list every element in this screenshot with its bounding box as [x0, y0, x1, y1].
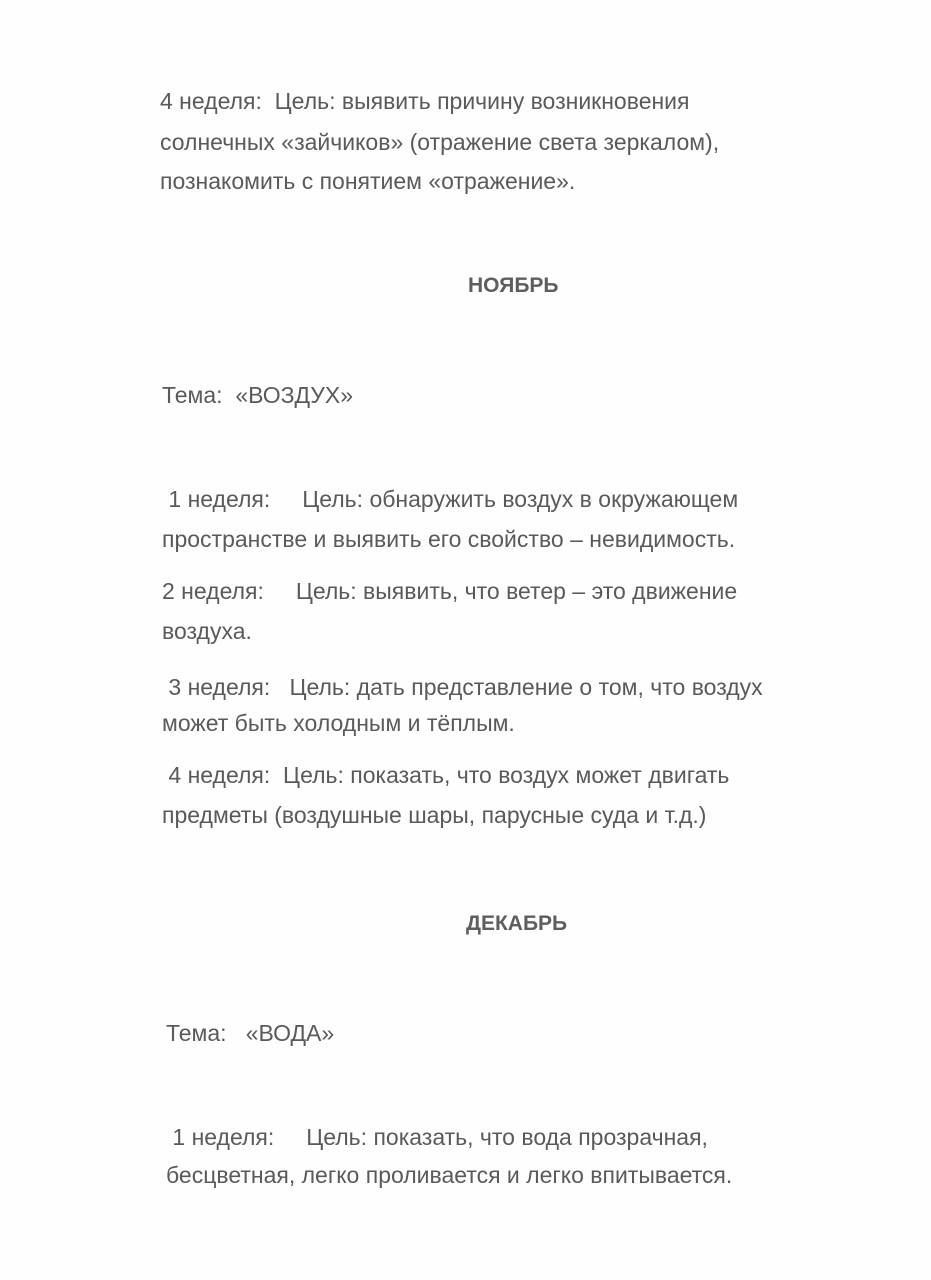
october-week4-goal-line1: 4 неделя: Цель: выявить причину возникновения — [160, 88, 690, 114]
october-week4-goal-line3: познакомить с понятием «отражение». — [160, 168, 576, 194]
november-week2-goal-line1: 2 неделя: Цель: выявить, что ветер – это движение — [162, 578, 738, 604]
november-week3-goal-line2: может быть холодным и тёплым. — [162, 710, 515, 736]
december-week1-goal-line2: бесцветная, легко проливается и легко впитывается. — [166, 1162, 733, 1188]
november-week4-goal-line1: 4 неделя: Цель: показать, что воздух может двигать — [162, 762, 730, 788]
december-theme: Тема: «ВОДА» — [166, 1020, 335, 1046]
december-heading: ДЕКАБРЬ — [466, 912, 568, 935]
october-week4-goal-line2: солнечных «зайчиков» (отражение света зеркалом), — [160, 129, 720, 155]
november-week4-goal-line2: предметы (воздушные шары, парусные суда и т.д.) — [162, 802, 707, 828]
november-week3-goal-line1: 3 неделя: Цель: дать представление о том, что воздух — [162, 674, 763, 700]
december-week1-goal-line1: 1 неделя: Цель: показать, что вода прозрачная, — [166, 1124, 708, 1150]
november-week2-goal-line2: воздуха. — [162, 618, 252, 644]
november-theme: Тема: «ВОЗДУХ» — [162, 382, 354, 408]
november-heading: НОЯБРЬ — [468, 274, 559, 297]
november-week1-goal-line2: пространстве и выявить его свойство – невидимость. — [162, 526, 736, 552]
november-week1-goal-line1: 1 неделя: Цель: обнаружить воздух в окружающем — [162, 486, 739, 512]
